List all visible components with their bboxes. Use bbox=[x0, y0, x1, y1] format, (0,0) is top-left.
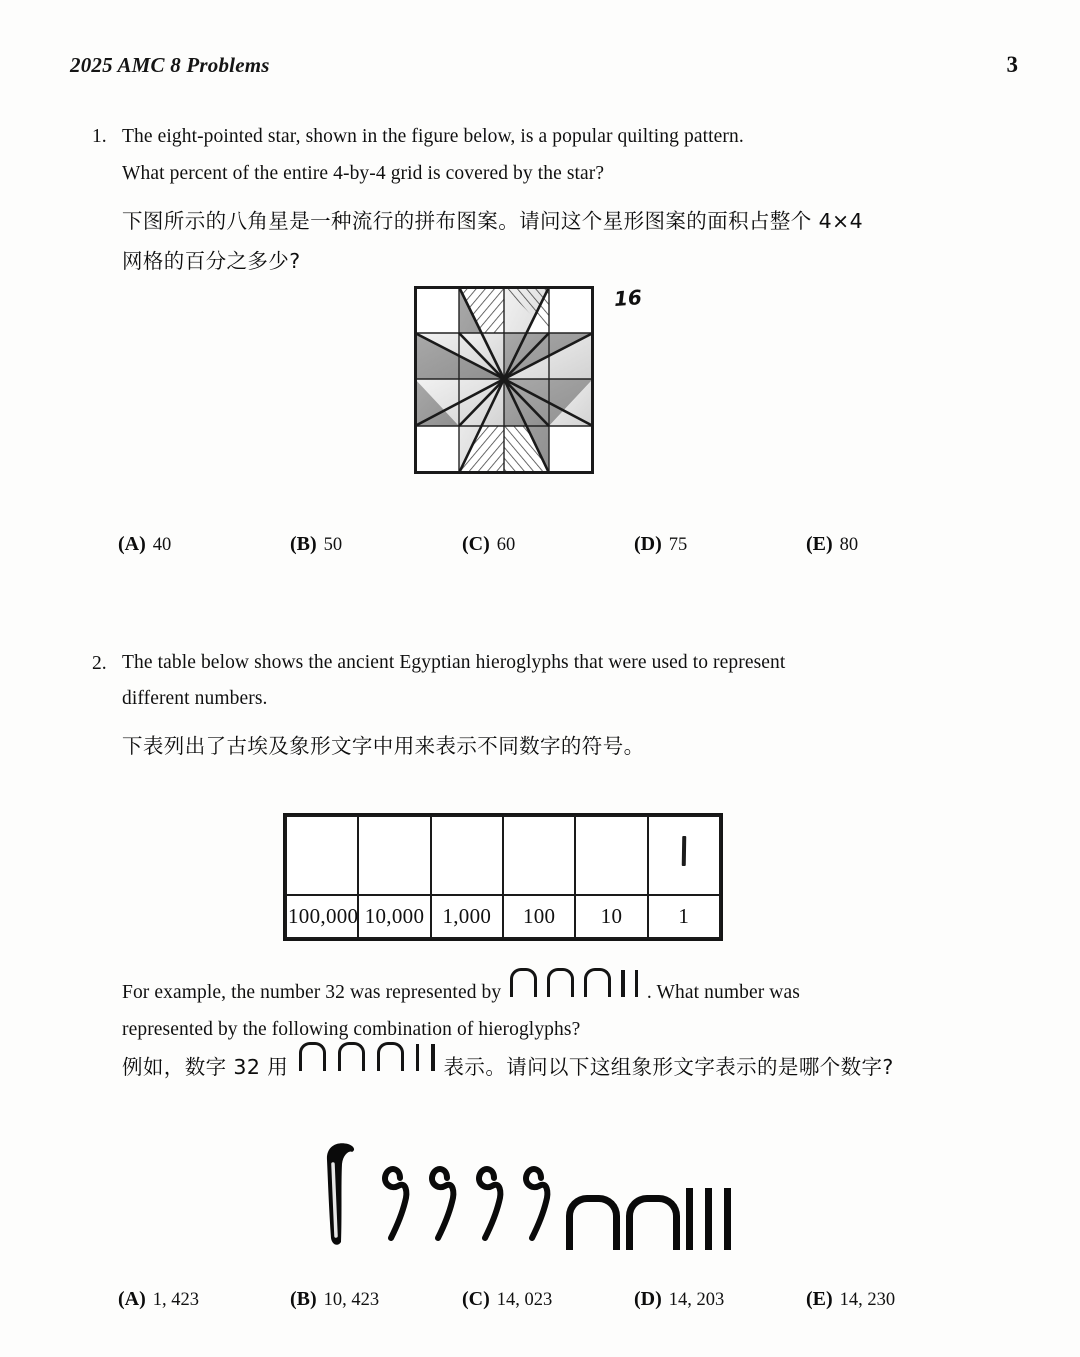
problem-2-number: 2. bbox=[92, 653, 107, 674]
arch-icon bbox=[584, 968, 611, 997]
choice-d-label: (D) bbox=[634, 533, 662, 555]
arch-icon-large bbox=[566, 1195, 620, 1250]
document-title: 2025 AMC 8 Problems bbox=[70, 53, 270, 77]
choice-e-value: 80 bbox=[839, 535, 859, 555]
glyph-cell-1 bbox=[648, 816, 720, 895]
problem-1-choices bbox=[118, 533, 985, 556]
page-number: 3 bbox=[1006, 52, 1018, 77]
choice-b[interactable] bbox=[290, 533, 462, 556]
example-en-suffix: . What number was bbox=[646, 982, 800, 1003]
problem-1-cn-line-1: 下图所示的八角星是一种流行的拼布图案。请问这个星形图案的面积占整个 4×4 bbox=[122, 209, 864, 233]
stroke-icon-large bbox=[705, 1188, 712, 1250]
value-cell-1: 1 bbox=[648, 895, 720, 938]
choice-c-value: 14, 023 bbox=[496, 1290, 553, 1310]
coiled-rope-icon bbox=[519, 1150, 559, 1250]
stroke-icon-large bbox=[724, 1188, 731, 1250]
choice-c[interactable] bbox=[462, 1288, 634, 1311]
problem-2-body bbox=[122, 645, 985, 766]
example-cn-prefix: 例如，数字 32 用 bbox=[122, 1055, 289, 1079]
problem-2-example-en bbox=[92, 968, 985, 1048]
coiled-rope-icon bbox=[472, 1150, 512, 1250]
choice-e-label: (E) bbox=[806, 533, 833, 555]
choice-c-label: (C) bbox=[462, 533, 490, 555]
problem-1-cn-line-2: 网格的百分之多少? bbox=[122, 249, 301, 273]
stroke-icon-large bbox=[686, 1188, 693, 1250]
value-cell-10: 10 bbox=[575, 895, 647, 938]
choice-c-value: 60 bbox=[496, 535, 516, 555]
value-cell-1000: 1,000 bbox=[431, 895, 503, 938]
hieroglyph-number-figure bbox=[318, 1130, 743, 1250]
single-stroke-icon bbox=[682, 836, 687, 866]
choice-b-label: (B) bbox=[290, 533, 317, 555]
arch-icon bbox=[547, 968, 574, 997]
value-cell-100: 100 bbox=[503, 895, 575, 938]
example-en-prefix: For example, the number 32 was represented by bbox=[122, 982, 502, 1003]
quilt-star-svg bbox=[414, 286, 594, 474]
inline-hieroglyph-32 bbox=[510, 968, 643, 997]
problem-2 bbox=[92, 645, 985, 766]
choice-d[interactable] bbox=[634, 1288, 806, 1311]
glyph-cell-10 bbox=[575, 816, 647, 895]
problem-2-cn-line-1: 下表列出了古埃及象形文字中用来表示不同数字的符号。 bbox=[122, 734, 645, 758]
problem-1-body bbox=[122, 118, 985, 281]
choice-e[interactable] bbox=[806, 1288, 978, 1311]
stroke-icon bbox=[431, 1044, 434, 1071]
stroke-icon bbox=[635, 970, 638, 997]
glyph-cell-10000 bbox=[358, 816, 430, 895]
hieroglyph-table bbox=[283, 813, 723, 941]
choice-a-value: 1, 423 bbox=[152, 1290, 200, 1310]
problem-2-en-line-2: different numbers. bbox=[122, 688, 268, 709]
arch-icon bbox=[299, 1042, 326, 1071]
example-cn-suffix: 表示。请问以下这组象形文字表示的是哪个数字? bbox=[443, 1055, 894, 1079]
arch-icon bbox=[338, 1042, 365, 1071]
example-en-line-2: represented by the following combination of hieroglyphs? bbox=[122, 1019, 581, 1040]
glyph-cell-1000 bbox=[431, 816, 503, 895]
choice-a-label: (A) bbox=[118, 1288, 146, 1310]
table-row-values bbox=[286, 895, 720, 938]
choice-b-value: 10, 423 bbox=[323, 1290, 380, 1310]
coiled-rope-icon bbox=[425, 1150, 465, 1250]
problem-1-en-line-2: What percent of the entire 4-by-4 grid is covered by the star? bbox=[122, 163, 605, 184]
choice-a[interactable] bbox=[118, 533, 290, 556]
problem-2-example-cn bbox=[92, 1042, 985, 1087]
choice-c-label: (C) bbox=[462, 1288, 490, 1310]
choice-a-value: 40 bbox=[152, 535, 172, 555]
choice-b-label: (B) bbox=[290, 1288, 317, 1310]
value-cell-10000: 10,000 bbox=[358, 895, 430, 938]
example-en-line-1 bbox=[122, 968, 985, 1011]
choice-a[interactable] bbox=[118, 1288, 290, 1311]
choice-e-value: 14, 230 bbox=[839, 1290, 896, 1310]
handwritten-annotation: 16 bbox=[613, 285, 643, 311]
table-row-glyphs bbox=[286, 816, 720, 895]
problem-1 bbox=[92, 118, 985, 281]
bent-finger-icon bbox=[318, 1138, 364, 1250]
choice-b[interactable] bbox=[290, 1288, 462, 1311]
problem-2-choices bbox=[118, 1288, 985, 1311]
page-header bbox=[70, 52, 1018, 86]
stroke-icon bbox=[416, 1044, 419, 1071]
choice-d-label: (D) bbox=[634, 1288, 662, 1310]
glyph-cell-100 bbox=[503, 816, 575, 895]
arch-icon bbox=[510, 968, 537, 997]
choice-d-value: 75 bbox=[668, 535, 688, 555]
problem-2-en-line-1: The table below shows the ancient Egyptian hieroglyphs that were used to represent bbox=[122, 652, 786, 673]
choice-c[interactable] bbox=[462, 533, 634, 556]
coiled-rope-icon bbox=[378, 1150, 418, 1250]
arch-icon-large bbox=[626, 1195, 680, 1250]
choice-a-label: (A) bbox=[118, 533, 146, 555]
value-cell-100000: 100,000 bbox=[286, 895, 358, 938]
choice-d[interactable] bbox=[634, 533, 806, 556]
example-cn-line bbox=[122, 1042, 985, 1087]
choice-b-value: 50 bbox=[323, 535, 343, 555]
problem-1-en-line-1: The eight-pointed star, shown in the figure below, is a popular quilting pattern. bbox=[122, 126, 744, 147]
choice-e[interactable] bbox=[806, 533, 978, 556]
arch-icon bbox=[377, 1042, 404, 1071]
inline-hieroglyph-32-cn bbox=[299, 1042, 439, 1071]
glyph-cell-100000 bbox=[286, 816, 358, 895]
quilt-star-figure bbox=[414, 286, 594, 474]
choice-e-label: (E) bbox=[806, 1288, 833, 1310]
choice-d-value: 14, 203 bbox=[668, 1290, 725, 1310]
problem-1-number: 1. bbox=[92, 126, 107, 147]
stroke-icon bbox=[621, 970, 624, 997]
